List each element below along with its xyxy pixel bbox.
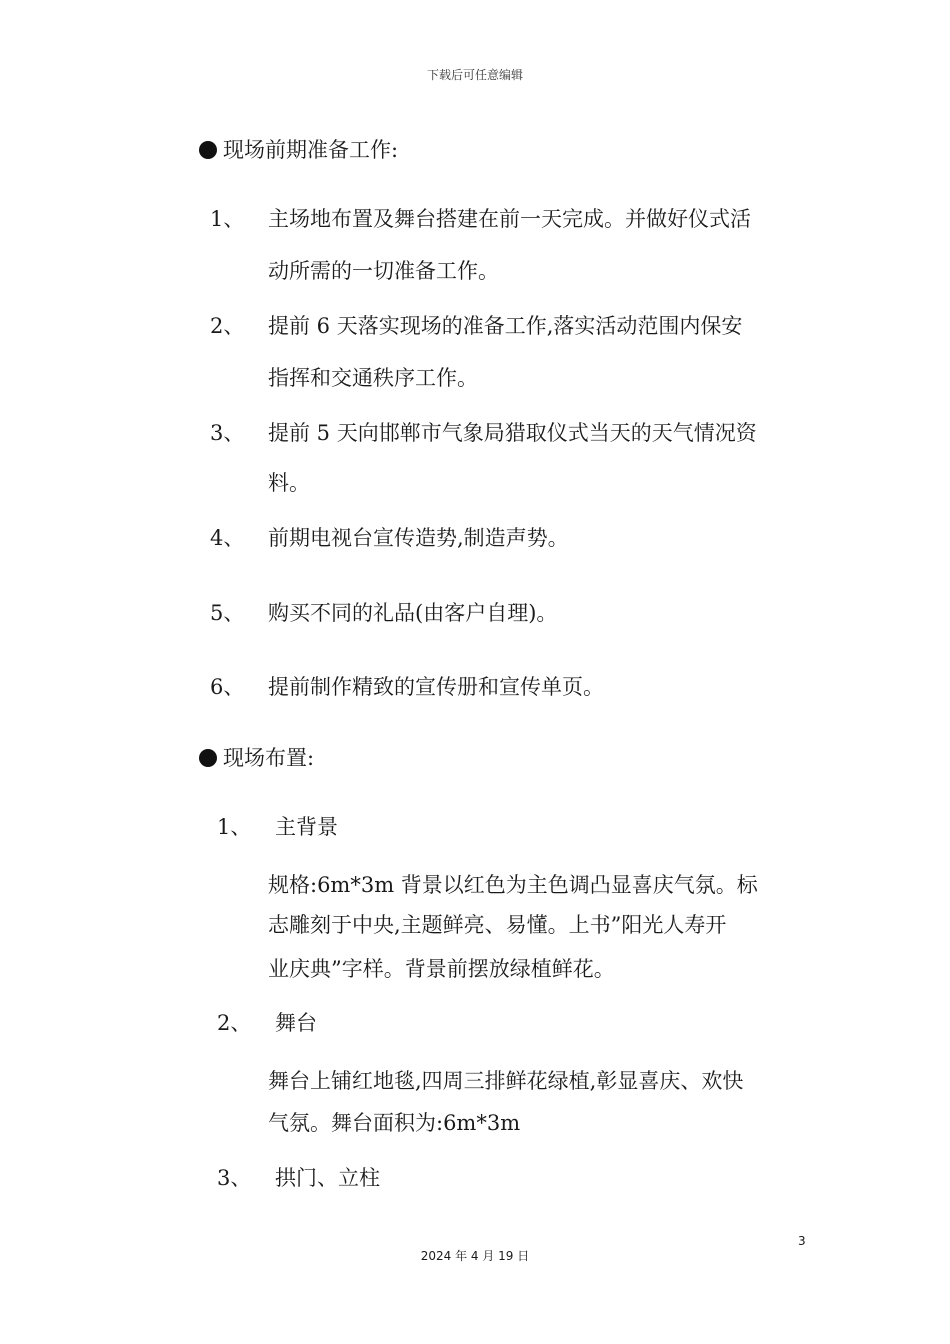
list-item-line: 料。 xyxy=(268,471,310,495)
list-item-number: 5、 xyxy=(210,601,245,625)
list-item-number: 3、 xyxy=(210,421,245,445)
list-item-title: 舞台 xyxy=(275,1011,317,1035)
list-item-number: 1、 xyxy=(210,207,245,231)
section-heading-preparation xyxy=(199,135,398,165)
section-heading-text: 现场前期准备工作: xyxy=(223,138,399,162)
footer-date: 2024 年 4 月 19 日 xyxy=(420,1249,530,1263)
list-item-line: 提前制作精致的宣传册和宣传单页。 xyxy=(268,675,604,699)
list-item-title: 拱门、立柱 xyxy=(275,1166,380,1190)
paragraph-line: 气氛。舞台面积为:6m*3m xyxy=(268,1111,521,1135)
paragraph-line: 志雕刻于中央,主题鲜亮、易懂。上书”阳光人寿开 xyxy=(268,913,727,937)
list-item-number: 2、 xyxy=(210,314,245,338)
list-item-number: 3、 xyxy=(217,1166,252,1190)
bullet-icon xyxy=(199,749,217,767)
paragraph-line: 舞台上铺红地毯,四周三排鲜花绿植,彰显喜庆、欢快 xyxy=(268,1069,744,1093)
list-item-number: 4、 xyxy=(210,526,245,550)
list-item-line: 指挥和交通秩序工作。 xyxy=(268,366,478,390)
list-item-line: 购买不同的礼品(由客户自理)。 xyxy=(268,601,558,625)
page-header: 下载后可任意编辑 xyxy=(426,68,523,82)
list-item-number: 2、 xyxy=(217,1011,252,1035)
bullet-icon xyxy=(199,141,217,159)
paragraph-line: 规格:6m*3m 背景以红色为主色调凸显喜庆气氛。标 xyxy=(268,873,758,897)
list-item-number: 1、 xyxy=(217,815,252,839)
list-item-line: 前期电视台宣传造势,制造声势。 xyxy=(268,526,569,550)
paragraph-line: 业庆典”字样。背景前摆放绿植鲜花。 xyxy=(268,957,615,981)
section-heading-layout xyxy=(199,743,314,773)
list-item-line: 提前 5 天向邯郸市气象局猎取仪式当天的天气情况资 xyxy=(268,421,757,445)
page-number: 3 xyxy=(798,1234,806,1248)
list-item-line: 动所需的一切准备工作。 xyxy=(268,259,499,283)
list-item-line: 提前 6 天落实现场的准备工作,落实活动范围内保安 xyxy=(268,314,743,338)
list-item-number: 6、 xyxy=(210,675,245,699)
section-heading-text: 现场布置: xyxy=(223,746,315,770)
list-item-title: 主背景 xyxy=(275,815,338,839)
list-item-line: 主场地布置及舞台搭建在前一天完成。并做好仪式活 xyxy=(268,207,751,231)
